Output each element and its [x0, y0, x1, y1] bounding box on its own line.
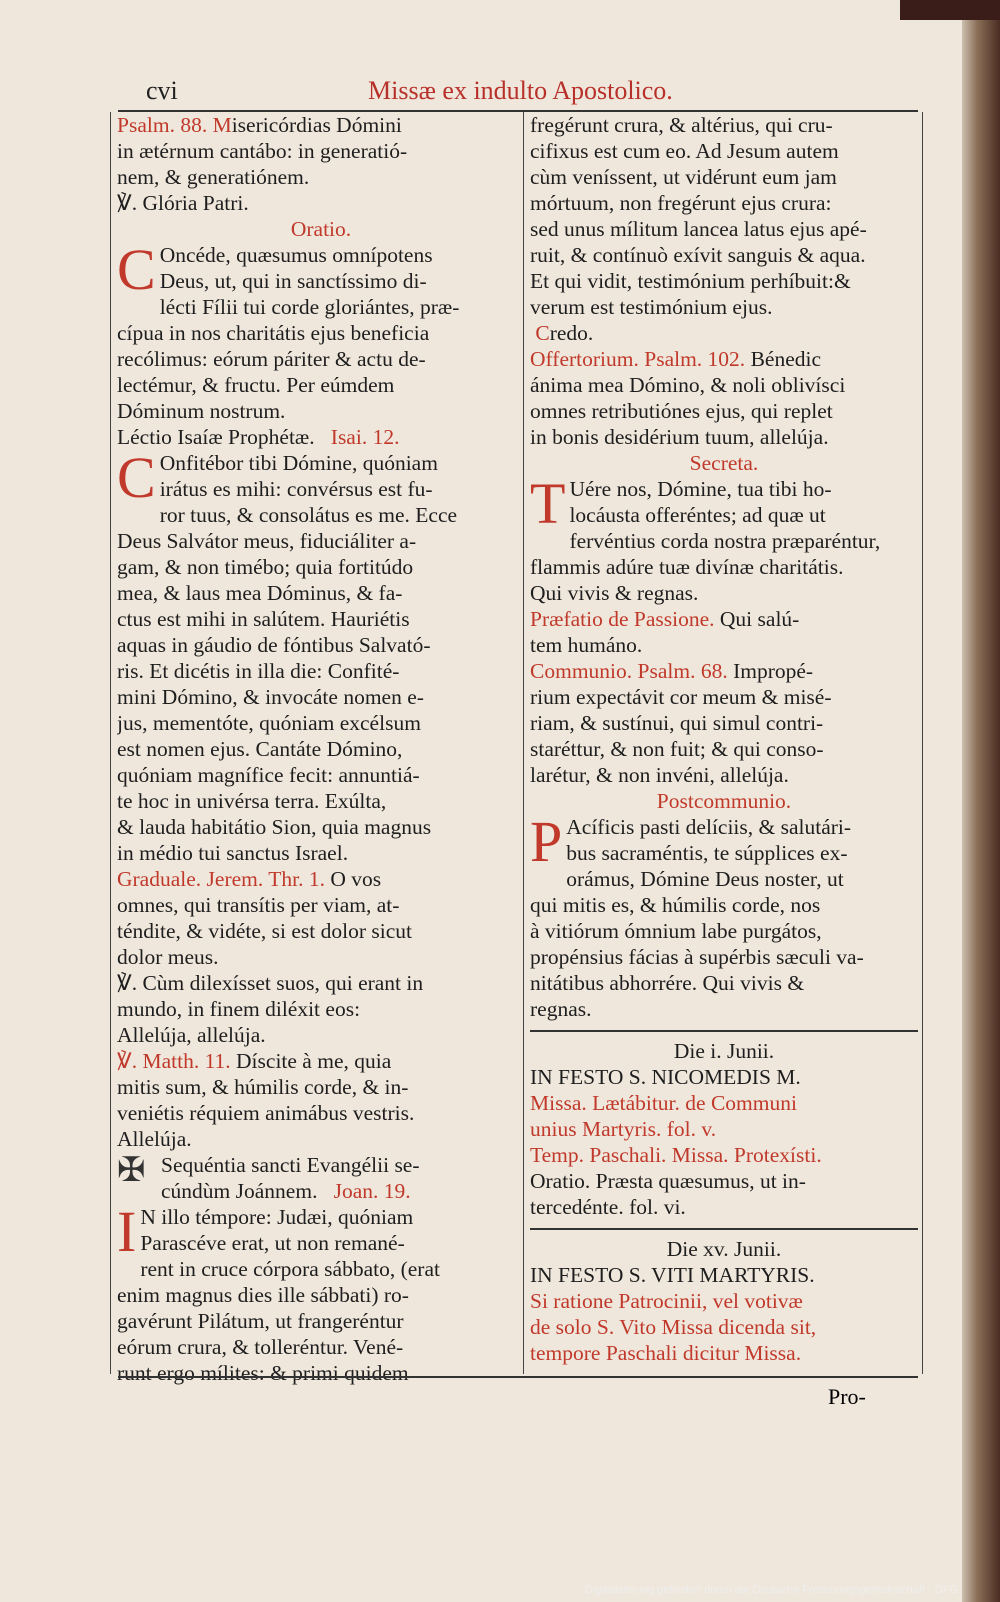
catchword: Pro-: [828, 1384, 866, 1409]
communio-line: Communio. Psalm. 68. Impropé-: [530, 659, 814, 683]
page-number: cvi: [146, 76, 178, 105]
book-cover-edge: [900, 0, 1000, 20]
page-header: [120, 76, 920, 110]
secreta-block: T Uére nos, Dómine, tua tibi ho- locáusta offeréntes; ad quæ ut fervéntius corda nostra præparéntur, flammis adúre tuæ divínæ charitátis. Qui vivis & regnas.: [530, 471, 881, 605]
section-rule-2: [530, 1228, 918, 1230]
postcommunio-title: Postcommunio.: [656, 789, 792, 813]
offertorium-line: Offertorium. Psalm. 102. Bénedic: [530, 347, 822, 371]
lectio-heading: Léctio Isaíæ Prophétæ. Isai. 12.: [117, 425, 400, 449]
matth-line: ℣. Matth. 11. Díscite à me, quia: [117, 1049, 392, 1073]
digitization-credit: Digitalisierung gefördert durch die Deutsche Forschungsgemeinschaft · DFG: [585, 1584, 958, 1596]
footer-rule: [118, 1376, 918, 1378]
versus-1: ℣. Cùm dilexísset suos, qui erant in: [117, 971, 424, 995]
festo-2: IN FESTO S. VITI MARTYRIS.: [530, 1263, 815, 1287]
right-column: fregérunt crura, & altérius, qui cru- cifixus est cum eo. Ad Jesum autem cùm veníssent, ut vidérunt eum jam mórtuum, non fregérunt ejus crura: sed unus mílitum lancea latus ejus apé- ruit, & contínuò exívit sanguis & aqua. Et qui vidit, testimónium perhíbuit:& verum est testimónium ejus. Credo. Offertorium. Psalm. 102. Bénedic ánima mea Dómino, & noli oblivísci omnes retributiónes ejus, qui replet in bonis desidérium tuum, allelúja. Secreta. T Uére nos, Dómine, tua tibi ho- locáusta offeréntes; ad quæ ut fervéntius corda nostra præparéntur, flammis adúre tuæ divínæ charitátis. Qui vivis & regnas. Præfatio de Passione. Qui salú- tem humáno. Communio. Psalm. 68. Impropé- rium expectávit cor meum & misé- riam, & sustínui, qui simul contri- staréttur, & non fuit; & qui conso- larétur, & non invéni, allelúja. Postcommunio. P Acíficis pasti delíciis, & salutári- bus sacraméntis, te súpplices ex- orámus, Dómine Deus noster, ut qui mitis es, & húmilis corde, nos à vitiórum ómnium labe purgátos, propénsius fácias à supérbis sæculi va- nitátibus abhorrére. Qui vivis & regnas. Die i. Junii. IN FESTO S. NICOMEDIS M. Missa. Lætábitur. de Communi unius Martyris. fol. v. Temp. Paschali. Missa. Protexísti. Oratio. Præsta quæsumus, ut in- tercedénte. fol. vi. Die xv. Junii. IN FESTO S. VITI MARTYRIS. Si ratione Patrocinii, vel votivæ de solo S. Vito Missa dicenda sit, tempore Paschali dicitur Missa.: [523, 112, 923, 1374]
oratio-title: Oratio.: [290, 217, 352, 241]
drop-cap-t: T: [530, 471, 566, 536]
evangelium-block: I N illo témpore: Judæi, quóniam Parascéve erat, ut non remané- rent in cruce córpora sábbato, (erat enim magnus dies ille sábbati) ro- gavérunt Pilátum, ut frangeréntur eórum crura, & tolleréntur. Vené- runt ergo mílites: & primi quidem: [117, 1199, 440, 1385]
versus-2: mundo, in finem diléxit eos:: [117, 997, 361, 1021]
credo: Credo.: [535, 321, 594, 345]
graduale-line: Graduale. Jerem. Thr. 1. O vos: [117, 867, 382, 891]
praefatio-line: Præfatio de Passione. Qui salú-: [530, 607, 800, 631]
drop-cap-i: I: [117, 1199, 137, 1264]
die-2: Die xv. Junii.: [666, 1237, 782, 1261]
left-column: Psalm. 88. Misericórdias Dómini in ætérnum cantábo: in generatió- nem, & generatiónem. ℣. Glória Patri. Oratio. C Oncéde, quæsumus omnípotens Deus, ut, qui in sanctíssimo di- lécti Fílii tui corde gloriántes, præ- cípua in nos charitátis ejus beneficia recólimus: eórum páriter & actu de- lectémur, & fructu. Per eúmdem Dóminum nostrum. Léctio Isaíæ Prophétæ. Isai. 12. C Onfitébor tibi Dómine, quóniam irátus es mihi: convérsus est fu- ror tuus, & consolátus es me. Ecce Deus Salvátor meus, fiduciáliter a- gam, & non timébo; quia fortitúdo mea, & laus mea Dóminus, & fa- ctus est mihi in salútem. Hauriétis aquas in gáudio de fóntibus Salvató- ris. Et dicétis in illa die: Confité- mini Dómino, & invocáte nomen e- jus, mementóte, quóniam excélsum est nomen ejus. Cantáte Dómino, quóniam magnífice fecit: annuntiá- te hoc in univérsa terra. Exúlta, & lauda habitátio Sion, quia magnus in médio tui sanctus Israel. Graduale. Jerem. Thr. 1. O vos omnes, qui transítis per viam, at- téndite, & vidéte, si est dolor sicut dolor meus. ℣. Cùm dilexísset suos, qui erant in mundo, in finem diléxit eos: Allelúja, allelúja. ℣. Matth. 11. Díscite à me, quia mitis sum, & húmilis corde, & in- veniétis réquiem animábus vestris. Allelúja. ✠ Sequéntia sancti Evangélii se- cúndùm Joánnem. Joan. 19. I N illo témpore: Judæi, quóniam Parascéve erat, ut non remané- rent in cruce córpora sábbato, (erat enim magnus dies ille sábbati) ro- gavérunt Pilátum, ut frangeréntur eórum crura, & tolleréntur. Vené- runt ergo mílites: & primi quidem: [110, 112, 525, 1374]
running-title: Missæ ex indulto Apostolico.: [368, 76, 673, 105]
die-1: Die i. Junii.: [673, 1039, 775, 1063]
drop-cap-c: C: [117, 237, 156, 302]
drop-cap-p: P: [530, 809, 563, 874]
gloria-patri: ℣. Glória Patri.: [117, 191, 249, 215]
cross-ornament-icon: ✠: [117, 1152, 146, 1189]
book-spine: [962, 0, 1000, 1602]
psalm-line-3: nem, & generatiónem.: [117, 165, 310, 189]
sequentia-block: ✠ Sequéntia sancti Evangélii se- cúndùm Joánnem. Joan. 19.: [117, 1152, 420, 1203]
psalm-line-2: in ætérnum cantábo: in generatió-: [117, 139, 408, 163]
festo-1: IN FESTO S. NICOMEDIS M.: [530, 1065, 801, 1089]
secreta-title: Secreta.: [689, 451, 759, 475]
section-rule: [530, 1030, 918, 1032]
drop-cap-c-2: C: [117, 445, 156, 510]
oratio-block: C Oncéde, quæsumus omnípotens Deus, ut, qui in sanctíssimo di- lécti Fílii tui corde gloriántes, præ- cípua in nos charitátis ejus beneficia recólimus: eórum páriter & actu de- lectémur, & fructu. Per eúmdem Dóminum nostrum.: [117, 237, 460, 423]
postcommunio-block: P Acíficis pasti delíciis, & salutári- bus sacraméntis, te súpplices ex- orámus, Dómine Deus noster, ut qui mitis es, & húmilis corde, nos à vitiórum ómnium labe purgátos, propénsius fácias à supérbis sæculi va- nitátibus abhorrére. Qui vivis & regnas.: [530, 809, 864, 1021]
psalm-line-1: Psalm. 88. Misericórdias Dómini: [117, 113, 402, 137]
alleluia: Allelúja, allelúja.: [117, 1023, 266, 1047]
lectio-block: C Onfitébor tibi Dómine, quóniam irátus es mihi: convérsus est fu- ror tuus, & consolátus es me. Ecce Deus Salvátor meus, fiduciáliter a- gam, & non timébo; quia fortitúdo mea, & laus mea Dóminus, & fa- ctus est mihi in salútem. Hauriétis aquas in gáudio de fóntibus Salvató- ris. Et dicétis in illa die: Confité- mini Dómino, & invocáte nomen e- jus, mementóte, quóniam excélsum est nomen ejus. Cantáte Dómino, quóniam magnífice fecit: annuntiá- te hoc in univérsa terra. Exúlta, & lauda habitátio Sion, quia magnus in médio tui sanctus Israel.: [117, 445, 458, 865]
